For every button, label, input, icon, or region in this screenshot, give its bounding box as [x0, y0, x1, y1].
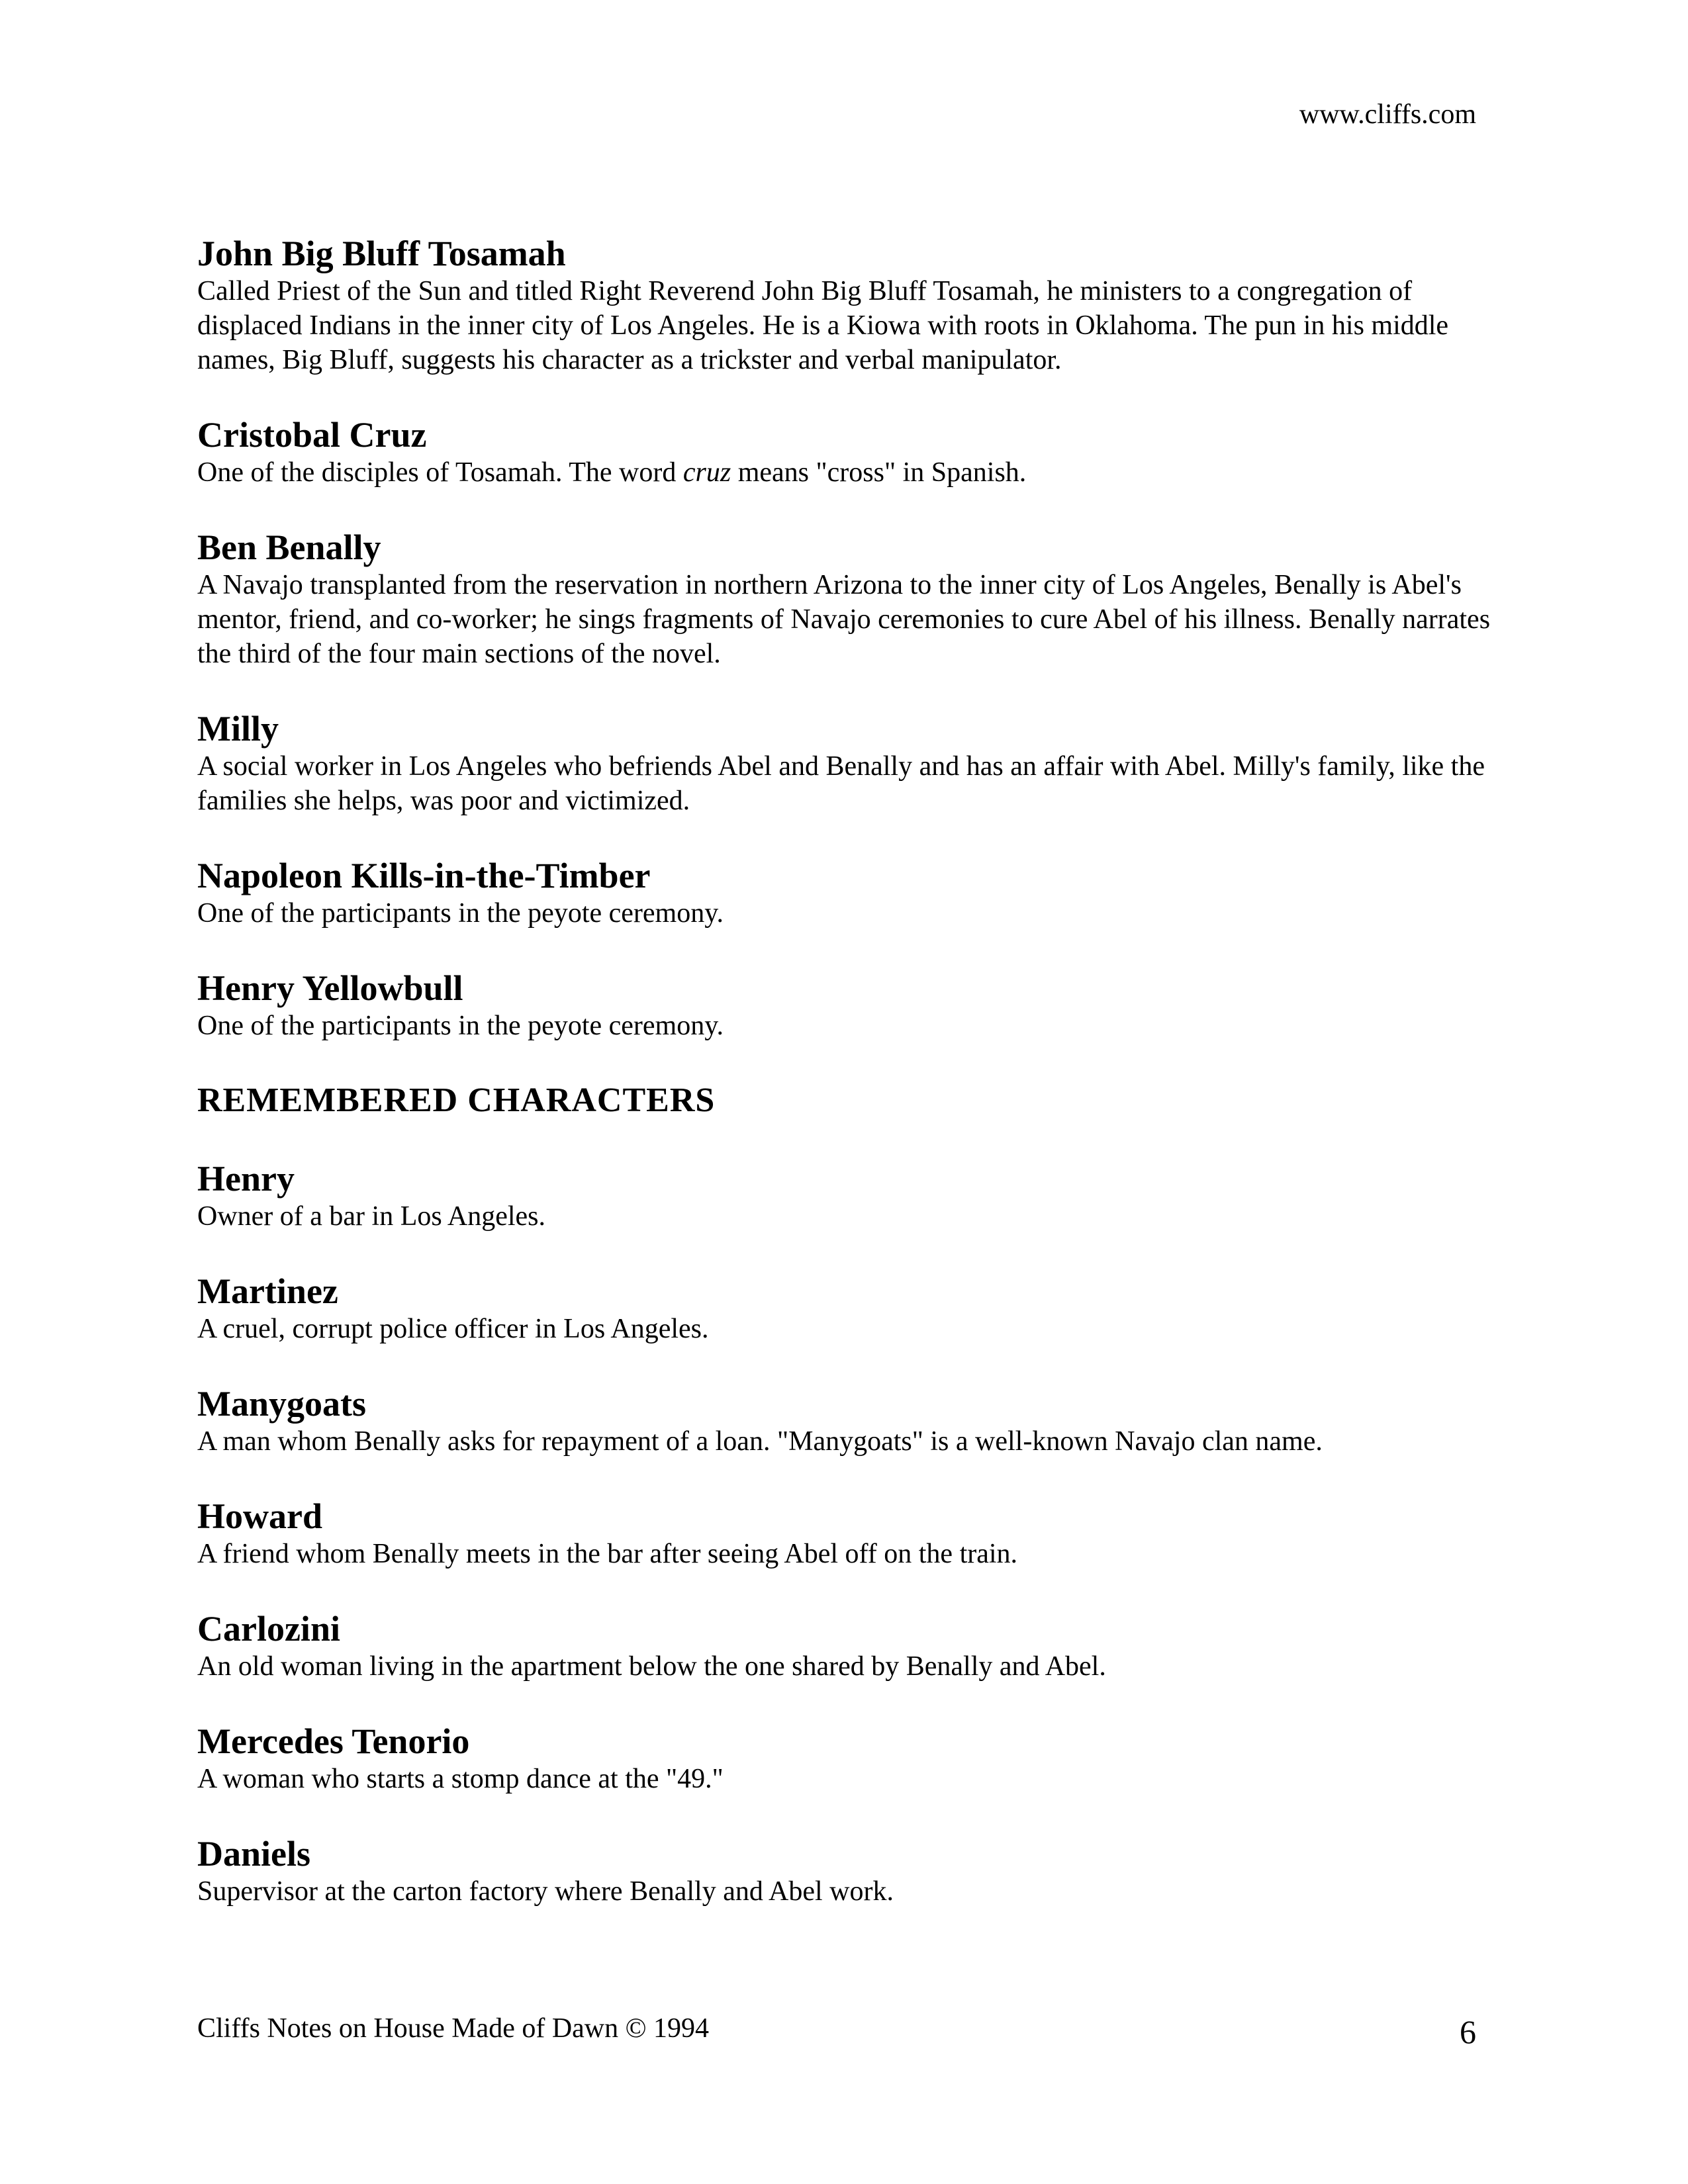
- character-description: Owner of a bar in Los Angeles.: [197, 1201, 546, 1232]
- character-name: Carlozini: [197, 1609, 340, 1649]
- character-name: Ben Benally: [197, 527, 381, 567]
- character-description: [197, 455, 1495, 490]
- character-name: Martinez: [197, 1271, 338, 1311]
- character-description: Called Priest of the Sun and titled Right Reverend John Big Bluff Tosamah, he ministers to a congregation of displaced Indians in the inner city of Los Angeles. He is a Kiowa with roots in Oklahoma. The pun in his middle names, Big Bluff, suggests his character as a trickster and verbal manipulator.: [197, 276, 1449, 375]
- character-entry: [197, 1496, 1495, 1571]
- character-entry: [197, 1158, 1495, 1234]
- character-description: A friend whom Benally meets in the bar after seeing Abel off on the train.: [197, 1539, 1018, 1569]
- character-name: Howard: [197, 1496, 322, 1536]
- character-name: Henry: [197, 1159, 295, 1199]
- character-description: A man whom Benally asks for repayment of a loan. "Manygoats" is a well-known Navajo clan name.: [197, 1426, 1323, 1457]
- character-entry: [197, 1383, 1495, 1459]
- italic-term: cruz: [682, 457, 731, 488]
- character-name: John Big Bluff Tosamah: [197, 234, 566, 273]
- character-entry: [197, 1833, 1495, 1909]
- page-content: [197, 233, 1495, 1946]
- character-description: One of the participants in the peyote ceremony.: [197, 1011, 724, 1041]
- character-entry: [197, 1721, 1495, 1796]
- character-name: Mercedes Tenorio: [197, 1721, 470, 1761]
- character-entry: [197, 233, 1495, 377]
- character-description: A cruel, corrupt police officer in Los Angeles.: [197, 1314, 709, 1344]
- footer-title: Cliffs Notes on House Made of Dawn © 1994: [197, 2013, 710, 2044]
- character-name: Daniels: [197, 1834, 311, 1874]
- character-name: Milly: [197, 709, 279, 749]
- character-entry: [197, 1608, 1495, 1684]
- character-name: Napoleon Kills-in-the-Timber: [197, 856, 651, 895]
- description-text: One of the disciples of Tosamah. The word: [197, 457, 683, 488]
- description-text: means "cross" in Spanish.: [731, 457, 1027, 488]
- character-description: An old woman living in the apartment below the one shared by Benally and Abel.: [197, 1651, 1106, 1682]
- character-name: Cristobal Cruz: [197, 415, 427, 455]
- character-name: Henry Yellowbull: [197, 968, 463, 1008]
- character-entry: [197, 968, 1495, 1043]
- character-description: A woman who starts a stomp dance at the "49.": [197, 1764, 724, 1794]
- character-entry: [197, 527, 1495, 671]
- character-description: One of the participants in the peyote ceremony.: [197, 898, 724, 929]
- character-description: A Navajo transplanted from the reservation in northern Arizona to the inner city of Los Angeles, Benally is Abel's mentor, friend, and co-worker; he sings fragments of Navajo ceremonies to cure Abel of his illness. Benally narrates the third of the four main sections of the novel.: [197, 570, 1491, 669]
- character-entry: [197, 708, 1495, 818]
- character-description: A social worker in Los Angeles who befriends Abel and Benally and has an affair with Abel. Milly's family, like the families she helps, was poor and victimized.: [197, 751, 1485, 816]
- character-description: Supervisor at the carton factory where Benally and Abel work.: [197, 1876, 894, 1907]
- character-entry: [197, 855, 1495, 931]
- character-name: Manygoats: [197, 1384, 366, 1424]
- section-heading: REMEMBERED CHARACTERS: [197, 1081, 716, 1119]
- header-url: www.cliffs.com: [1299, 99, 1476, 130]
- page-number: 6: [1460, 2013, 1476, 2050]
- character-entry: [197, 414, 1495, 490]
- character-entry: [197, 1271, 1495, 1346]
